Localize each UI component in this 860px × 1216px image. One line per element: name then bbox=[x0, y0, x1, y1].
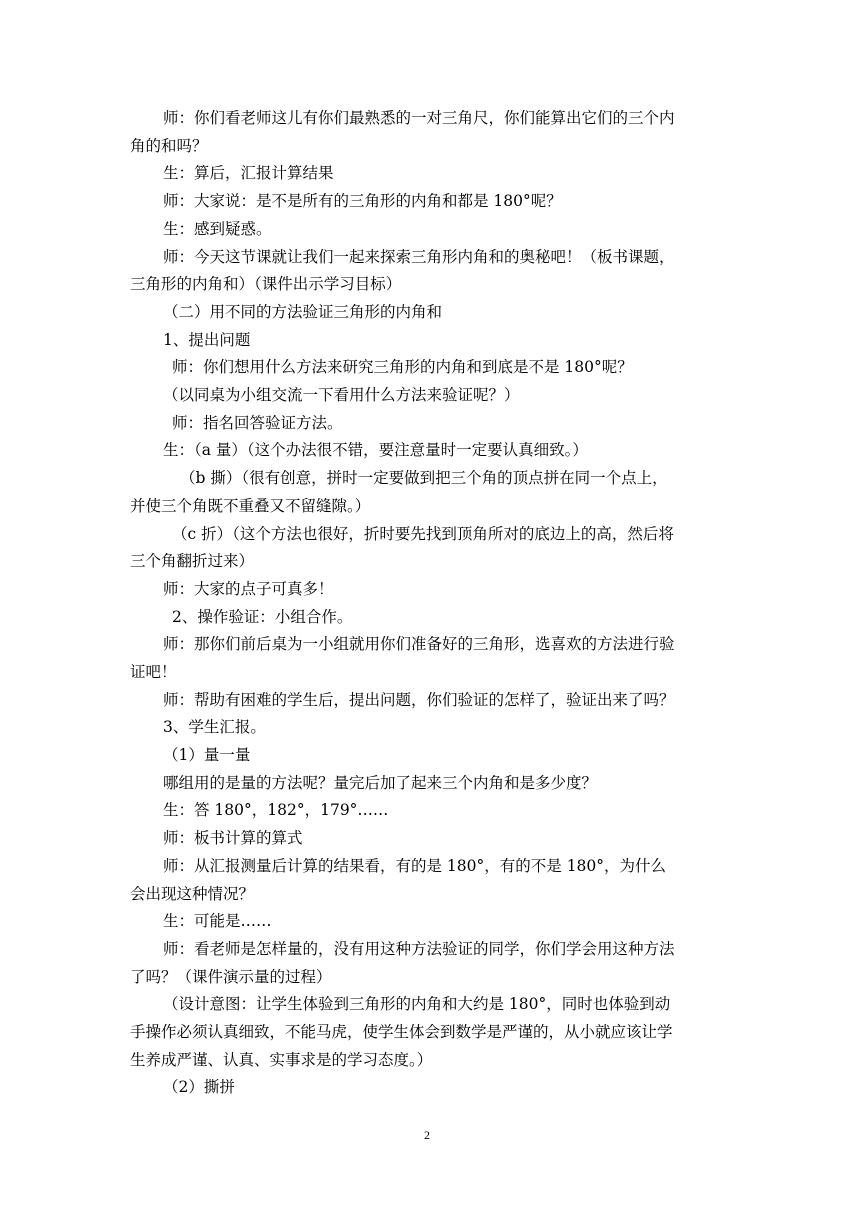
text-line: （以同桌为小组交流一下看用什么方法来验证呢？） bbox=[163, 386, 520, 404]
text-line: 证吧！ bbox=[130, 663, 177, 681]
text-line: 师：帮助有困难的学生后，提出问题，你们验证的怎样了，验证出来了吗？ bbox=[163, 691, 675, 709]
text-line: （设计意图：让学生体验到三角形的内角和大约是 180°，同时也体验到动 bbox=[163, 995, 671, 1013]
section-heading: （1）量一量 bbox=[163, 746, 251, 764]
text-line: （b 撕）（很有创意，拼时一定要做到把三个角的顶点拼在同一个点上， bbox=[180, 469, 668, 487]
text-line: 生：（a 量）（这个办法很不错，要注意量时一定要认真细致。） bbox=[163, 441, 588, 459]
section-heading: 2、操作验证：小组合作。 bbox=[172, 608, 353, 626]
text-line: 三角形的内角和）（课件出示学习目标） bbox=[130, 275, 402, 293]
text-line: 师：板书计算的算式 bbox=[163, 829, 303, 847]
text-line: 三个角翻折过来） bbox=[130, 552, 255, 570]
text-line: 师：今天这节课就让我们一起来探索三角形内角和的奥秘吧！（板书课题， bbox=[163, 248, 675, 266]
text-line: 生：可能是…… bbox=[163, 912, 272, 930]
page-number: 2 bbox=[424, 1128, 430, 1142]
text-line: 了吗？（课件演示量的过程） bbox=[130, 968, 332, 986]
text-line: 师：那你们前后桌为一小组就用你们准备好的三角形，选喜欢的方法进行验 bbox=[163, 635, 675, 653]
text-line: 师：看老师是怎样量的，没有用这种方法验证的同学，你们学会用这种方法 bbox=[163, 940, 675, 958]
text-line: 生：感到疑惑。 bbox=[163, 220, 272, 238]
text-line: 师：指名回答验证方法。 bbox=[172, 414, 343, 432]
section-heading: 1、提出问题 bbox=[163, 331, 251, 349]
text-line: 生：答 180°，182°，179°…… bbox=[163, 801, 389, 819]
text-line: 生养成严谨、认真、实事求是的学习态度。） bbox=[130, 1051, 433, 1069]
text-line: 哪组用的是量的方法呢？量完后加了起来三个内角和是多少度？ bbox=[163, 774, 598, 792]
section-heading: 3、学生汇报。 bbox=[163, 718, 266, 736]
text-line: 师：大家的点子可真多！ bbox=[163, 580, 334, 598]
text-line: 师：你们想用什么方法来研究三角形的内角和到底是不是 180°呢？ bbox=[172, 358, 633, 376]
section-heading: （二）用不同的方法验证三角形的内角和 bbox=[163, 303, 443, 321]
text-line: 手操作必须认真细致，不能马虎，使学生体会到数学是严谨的，从小就应该让学 bbox=[130, 1023, 673, 1041]
text-line: 师：从汇报测量后计算的结果看，有的是 180°，有的不是 180°，为什么 bbox=[163, 857, 667, 875]
text-line: 会出现这种情况？ bbox=[130, 885, 255, 903]
text-line: 生：算后，汇报计算结果 bbox=[163, 164, 334, 182]
text-line: （c 折）（这个方法也很好，折时要先找到顶角所对的底边上的高，然后将 bbox=[172, 525, 674, 543]
text-line: 并使三个角既不重叠又不留缝隙。） bbox=[130, 497, 371, 515]
text-line: 师：你们看老师这儿有你们最熟悉的一对三角尺，你们能算出它们的三个内 bbox=[163, 109, 675, 127]
text-line: 师：大家说：是不是所有的三角形的内角和都是 180°呢？ bbox=[163, 192, 562, 210]
section-heading: （2）撕拼 bbox=[163, 1078, 235, 1096]
text-line: 角的和吗？ bbox=[130, 137, 208, 155]
